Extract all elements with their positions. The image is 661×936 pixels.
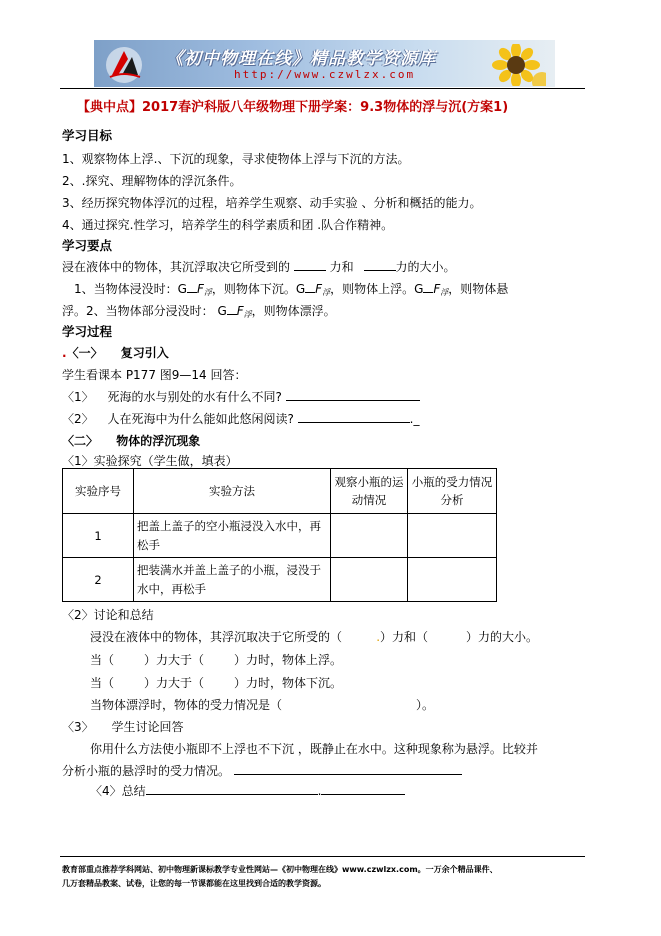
key-points-heading: 学习要点 [62, 238, 113, 253]
review-intro: 学生看课本 P177 图9—14 回答： [62, 368, 247, 382]
text: ）力时，物体上浮。 [234, 653, 343, 667]
question-text: 死海的水与别处的水有什么不同? [107, 390, 282, 404]
question-title: 学生讨论回答 [111, 720, 184, 734]
fill-blank[interactable] [423, 281, 433, 293]
footer-line: 教育部重点推荐学科网站、初中物理新课标教学专业性网站—《初中物理在线》www.czwlzx.com。一万余个精品课件、 [62, 865, 498, 874]
answer-line[interactable] [234, 763, 462, 775]
row-number: 1 [63, 514, 134, 558]
key-point-line [74, 280, 508, 298]
discussion-line [90, 674, 342, 691]
document-title: 【典中点】2017春沪科版八年级物理下册学案：9.3物体的浮与沉(方案1) [77, 100, 509, 115]
analysis-cell[interactable] [408, 514, 497, 558]
text: 当（ [90, 676, 115, 690]
process-heading: 学习过程 [62, 324, 113, 339]
subscript: 浮 [322, 288, 331, 297]
objective-item: 4、通过探究.性学习，培养学生的科学素质和团 .队合作精神。 [62, 218, 394, 232]
text: ._ [409, 412, 420, 426]
objectives-heading: 学习目标 [62, 128, 113, 143]
subscript: 浮 [440, 288, 449, 297]
text: 1、当物体浸没时：G [74, 282, 187, 296]
text: . [317, 784, 322, 798]
site-logo-icon [104, 45, 144, 85]
footer-line: 几万套精品教案、试卷，让您的每一节课都能在这里找到合适的教学资源。 [62, 879, 326, 888]
key-point-line [62, 302, 336, 320]
row-number: 2 [63, 558, 134, 602]
table-row [63, 514, 497, 558]
text: 浸没在液体中的物体，其浮沉取决于它所受的（ [90, 630, 343, 644]
text: ）力大于（ [144, 653, 205, 667]
observation-cell[interactable] [331, 514, 408, 558]
answer-line[interactable] [146, 783, 318, 795]
summary-line [90, 782, 405, 799]
fill-blank[interactable] [305, 281, 315, 293]
analysis-cell[interactable] [408, 558, 497, 602]
review-question-2 [62, 410, 420, 427]
mark: . [376, 630, 381, 644]
review-question-1 [62, 388, 420, 405]
text: ，则物体漂浮。 [251, 304, 336, 318]
section-title: 物体的浮沉现象 [116, 434, 201, 448]
question-text: 人在死海中为什么能如此悠闲阅读? [107, 412, 294, 426]
answer-line[interactable] [298, 411, 410, 423]
objective-item: 1、观察物体上浮.、下沉的现象，寻求使物体上浮与下沉的方法。 [62, 152, 410, 166]
text: 浸在液体中的物体，其沉浮取决它所受到的 [62, 260, 291, 274]
discussion-line [90, 628, 538, 645]
section-title: 复习引入 [120, 346, 169, 360]
symbol-f: F [196, 282, 204, 296]
experiment-title: 〈1〉实验探究（学生做，填表） [62, 454, 238, 468]
objective-item: 3、经历探究物体浮沉的过程，培养学生观察、动手实验 、分析和概括的能力。 [62, 196, 482, 210]
section-review-heading [62, 344, 169, 361]
observation-cell[interactable] [331, 558, 408, 602]
subscript: 浮 [203, 288, 212, 297]
discussion-line [90, 696, 434, 713]
fill-blank[interactable] [187, 281, 197, 293]
sunflower-icon [486, 44, 546, 86]
footer-divider [60, 856, 585, 857]
table-header-row [63, 469, 497, 514]
answer-line[interactable] [321, 783, 405, 795]
symbol-f: F [315, 282, 323, 296]
section-label: 〈一〉 [66, 346, 103, 360]
text: ）力大于（ [144, 676, 205, 690]
row-method: 把盖上盖子的空小瓶浸没入水中，再松手 [134, 514, 331, 558]
question-3-text [62, 762, 462, 779]
experiment-table [62, 468, 497, 602]
fill-blank[interactable] [364, 259, 396, 271]
question-label: 〈3〉 [62, 720, 94, 734]
text: 力的大小。 [395, 260, 456, 274]
question-label: 〈2〉 [62, 412, 94, 426]
header-cell: 小瓶的受力情况分析 [408, 469, 497, 514]
objective-item: 2、.探究、理解物体的浮沉条件。 [62, 174, 242, 188]
fill-blank[interactable] [227, 303, 237, 315]
question-3-heading [62, 718, 183, 735]
banner-title: 《初中物理在线》精品教学资源库 [166, 49, 436, 69]
text: 力和 [329, 260, 354, 274]
text: ，则物体上浮。G [330, 282, 424, 296]
header-cell: 实验序号 [63, 469, 134, 514]
header-banner [94, 40, 555, 87]
section-label: 〈二〉 [62, 434, 99, 448]
text: 当物体漂浮时，物体的受力情况是（ [90, 698, 283, 712]
discussion-line [90, 651, 342, 668]
discussion-title: 〈2〉讨论和总结 [62, 608, 154, 622]
fill-blank[interactable] [294, 259, 326, 271]
question-label: 〈1〉 [62, 390, 94, 404]
subscript: 浮 [243, 310, 252, 319]
text: 分析小瓶的悬浮时的受力情况。 [62, 764, 231, 778]
section-phenomena-heading [62, 432, 200, 449]
text: ）力时，物体下沉。 [234, 676, 343, 690]
text: 当（ [90, 653, 115, 667]
header-divider [60, 88, 585, 89]
header-cell: 实验方法 [134, 469, 331, 514]
text: ）力的大小。 [466, 630, 539, 644]
symbol-f: F [236, 304, 244, 318]
text: ）。 [416, 698, 435, 712]
text: ，则物体悬 [448, 282, 509, 296]
row-method: 把装满水并盖上盖子的小瓶，浸没于水中，再松手 [134, 558, 331, 602]
summary-label: 〈4〉总结 [90, 784, 146, 798]
marker: . [62, 346, 67, 360]
text: 浮。2、当物体部分浸没时： G [62, 304, 227, 318]
question-3-text: 你用什么方法使小瓶即不上浮也不下沉 ，既静止在水中。这种现象称为悬浮。比较并 [90, 742, 538, 756]
banner-url[interactable]: http://www.czwlzx.com [234, 68, 416, 81]
text: ）力和（ [380, 630, 429, 644]
symbol-f: F [433, 282, 441, 296]
key-point-line [62, 258, 456, 275]
table-row [63, 558, 497, 602]
text: ，则物体下沉。G [211, 282, 306, 296]
answer-line[interactable] [286, 389, 420, 401]
header-cell: 观察小瓶的运动情况 [331, 469, 408, 514]
